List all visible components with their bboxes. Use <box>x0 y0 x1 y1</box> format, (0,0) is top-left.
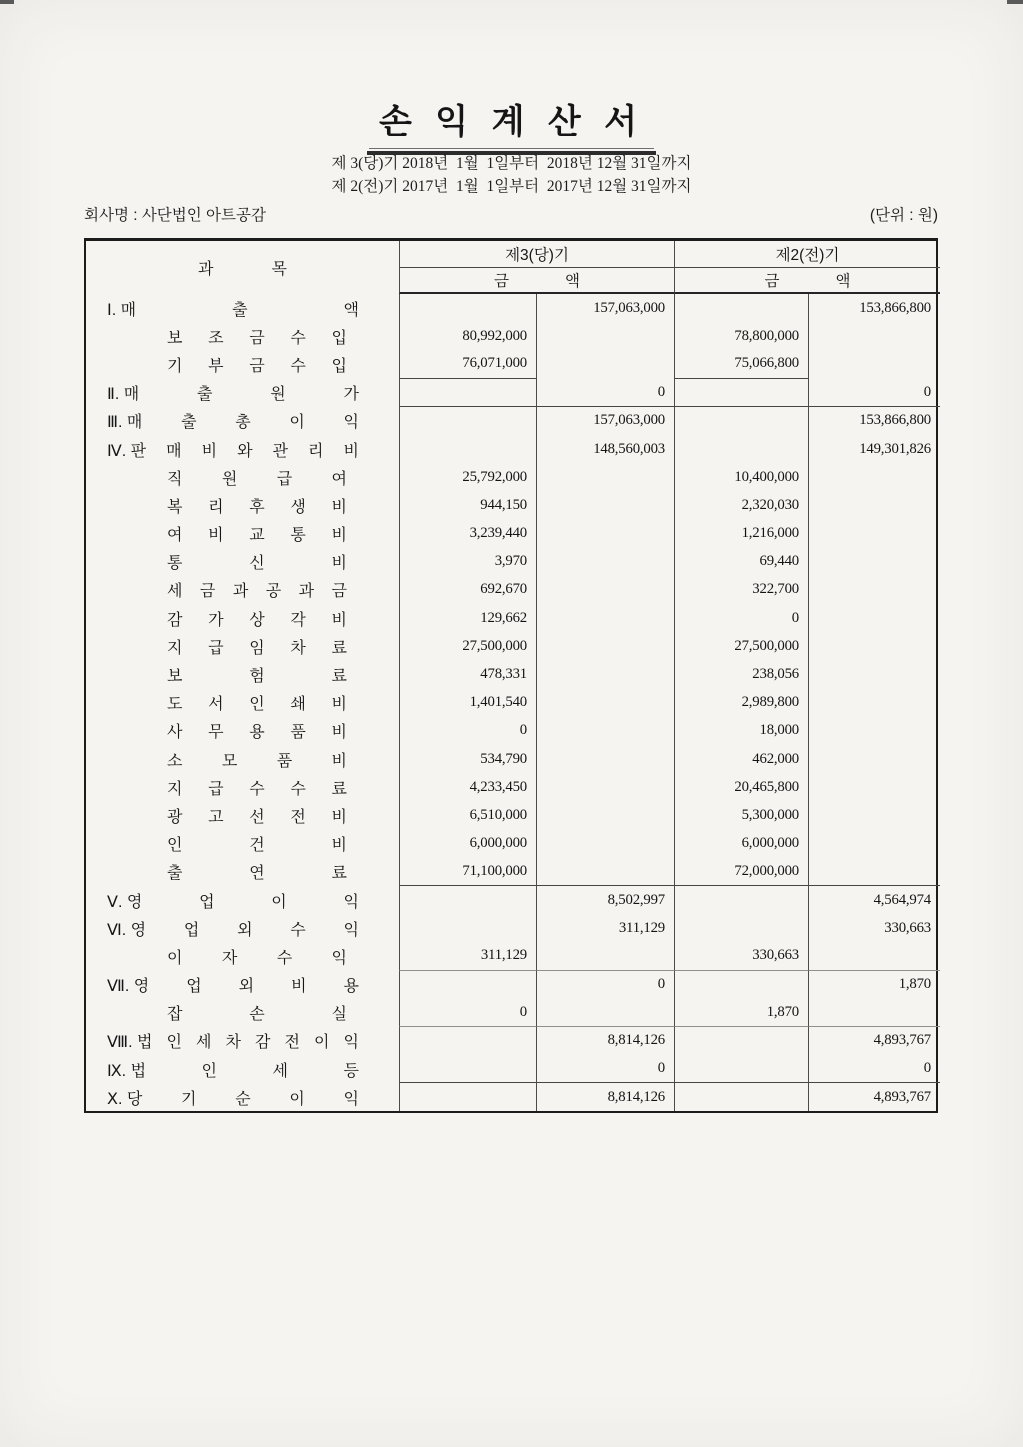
amount-p2-detail: 10,400,000 <box>674 463 808 491</box>
amount-p3-total <box>536 322 674 350</box>
period-line-previous: 제 2(전)기 2017년 1월 1일부터 2017년 12월 31일까지 <box>331 178 692 195</box>
account-label: Ⅵ. 영 업 외 수 익 <box>107 921 359 939</box>
amount-p2-detail: 0 <box>674 604 808 632</box>
amount-p2-detail: 322,700 <box>674 576 808 604</box>
account-label: 출 연 료 <box>167 865 347 883</box>
account-label: 세 금 과 공 과 금 <box>167 583 347 601</box>
amount-p2-total: 149,301,826 <box>808 435 940 463</box>
amount-p3-detail: 27,500,000 <box>399 632 536 660</box>
amount-p2-total: 153,866,800 <box>808 407 940 435</box>
period-line-current: 제 3(당)기 2018년 1월 1일부터 2018년 12월 31일까지 <box>331 155 692 172</box>
amount-p3-detail <box>399 1083 536 1111</box>
account-label: Ⅰ. 매 출 액 <box>107 301 359 319</box>
amount-p2-total <box>808 548 940 576</box>
amount-p3-detail: 25,792,000 <box>399 463 536 491</box>
account-label: 잡 손 실 <box>167 1006 347 1024</box>
account-label: 인 건 비 <box>167 837 347 855</box>
amount-p2-total <box>808 858 940 886</box>
account-label: Ⅶ. 영 업 외 비 용 <box>107 978 359 996</box>
amount-p2-total <box>808 942 940 970</box>
amount-p2-total <box>808 830 940 858</box>
amount-p2-total <box>808 660 940 688</box>
amount-p3-detail: 129,662 <box>399 604 536 632</box>
amount-p2-total: 0 <box>808 379 940 407</box>
amount-p3-detail: 311,129 <box>399 942 536 970</box>
amount-p2-detail: 27,500,000 <box>674 632 808 660</box>
amount-p3-detail: 6,510,000 <box>399 801 536 829</box>
amount-p2-detail: 238,056 <box>674 660 808 688</box>
amount-p3-total: 157,063,000 <box>536 407 674 435</box>
account-label: 사 무 용 품 비 <box>167 724 347 742</box>
amount-p3-detail: 71,100,000 <box>399 858 536 886</box>
amount-p2-detail: 330,663 <box>674 942 808 970</box>
amount-p2-detail: 2,989,800 <box>674 689 808 717</box>
period-1-header: 제3(당)기 <box>399 241 674 268</box>
amount-p2-total: 330,663 <box>808 914 940 942</box>
amount-p2-detail: 2,320,030 <box>674 491 808 519</box>
amount-header-period-2: 금 액 <box>674 268 940 294</box>
account-label: Ⅱ. 매 출 원 가 <box>107 386 359 404</box>
amount-p2-total: 0 <box>808 1055 940 1083</box>
account-label: 감 가 상 각 비 <box>167 611 347 629</box>
amount-p2-detail <box>674 435 808 463</box>
amount-p3-total <box>536 520 674 548</box>
amount-p2-detail: 75,066,800 <box>674 350 808 378</box>
amount-p2-total: 4,893,767 <box>808 1027 940 1055</box>
amount-p2-detail <box>674 1083 808 1111</box>
amount-p2-detail <box>674 971 808 999</box>
amount-p3-detail <box>399 1027 536 1055</box>
amount-p2-detail: 72,000,000 <box>674 858 808 886</box>
amount-p3-total <box>536 942 674 970</box>
account-label: 통 신 비 <box>167 555 347 573</box>
amount-p3-total: 311,129 <box>536 914 674 942</box>
account-label: Ⅷ. 법 인 세 차 감 전 이 익 <box>107 1034 359 1052</box>
amount-p3-total <box>536 463 674 491</box>
amount-p3-total <box>536 491 674 519</box>
amount-p2-detail: 5,300,000 <box>674 801 808 829</box>
amount-p3-detail: 80,992,000 <box>399 322 536 350</box>
period-2-header: 제2(전)기 <box>674 241 940 268</box>
amount-p2-detail: 69,440 <box>674 548 808 576</box>
amount-p3-total <box>536 999 674 1027</box>
amount-p3-detail: 692,670 <box>399 576 536 604</box>
amount-p3-detail: 0 <box>399 717 536 745</box>
account-label: Ⅲ. 매 출 총 이 익 <box>107 414 359 432</box>
amount-p2-detail <box>674 886 808 914</box>
account-label: Ⅴ. 영 업 이 익 <box>107 893 359 911</box>
account-label: Ⅸ. 법 인 세 등 <box>107 1062 359 1080</box>
amount-p3-total <box>536 576 674 604</box>
amount-p3-detail <box>399 294 536 322</box>
amount-p2-detail: 20,465,800 <box>674 773 808 801</box>
amount-p2-total <box>808 745 940 773</box>
amount-p3-detail <box>399 971 536 999</box>
account-label: 지 급 임 차 료 <box>167 639 347 657</box>
statement-table <box>84 238 938 1113</box>
amount-p2-total: 1,870 <box>808 971 940 999</box>
amount-p2-total <box>808 717 940 745</box>
amount-p3-detail <box>399 435 536 463</box>
amount-p3-detail: 76,071,000 <box>399 350 536 378</box>
scan-artifact-top-left <box>0 0 14 4</box>
account-label: 이 자 수 익 <box>167 949 347 967</box>
account-label: 보 조 금 수 입 <box>167 329 347 347</box>
amount-p3-total: 0 <box>536 379 674 407</box>
company-name: 회사명 : 사단법인 아트공감 <box>84 207 266 224</box>
amount-p2-detail <box>674 1027 808 1055</box>
subject-header: 과 목 <box>198 261 287 278</box>
amount-p3-total: 157,063,000 <box>536 294 674 322</box>
amount-p2-total <box>808 999 940 1027</box>
amount-p3-detail: 534,790 <box>399 745 536 773</box>
amount-p2-detail: 1,216,000 <box>674 520 808 548</box>
reporting-periods <box>0 152 1023 198</box>
amount-p3-total: 0 <box>536 971 674 999</box>
amount-p2-detail <box>674 914 808 942</box>
amount-p3-total <box>536 689 674 717</box>
account-label: 복 리 후 생 비 <box>167 498 347 516</box>
amount-p3-total: 8,502,997 <box>536 886 674 914</box>
account-label: 보 험 료 <box>167 668 347 686</box>
unit-label: (단위 : 원) <box>869 207 938 224</box>
amount-p2-total <box>808 689 940 717</box>
amount-p2-detail: 1,870 <box>674 999 808 1027</box>
amount-p2-detail <box>674 407 808 435</box>
amount-p3-total: 0 <box>536 1055 674 1083</box>
amount-p2-detail <box>674 379 808 407</box>
account-label: 지 급 수 수 료 <box>167 780 347 798</box>
amount-p2-total <box>808 801 940 829</box>
amount-p2-total <box>808 491 940 519</box>
amount-p2-total: 4,893,767 <box>808 1083 940 1111</box>
amount-p3-total <box>536 773 674 801</box>
amount-p2-detail <box>674 1055 808 1083</box>
amount-p2-total <box>808 773 940 801</box>
amount-header-period-1: 금 액 <box>399 268 674 294</box>
amount-p2-total <box>808 576 940 604</box>
account-label: 소 모 품 비 <box>167 752 347 770</box>
account-label: 기 부 금 수 입 <box>167 357 347 375</box>
amount-p3-detail: 4,233,450 <box>399 773 536 801</box>
account-label: 여 비 교 통 비 <box>167 527 347 545</box>
amount-p3-total <box>536 830 674 858</box>
amount-p3-total <box>536 604 674 632</box>
page-title: 손 익 계 산 서 <box>369 94 654 149</box>
amount-p2-total <box>808 520 940 548</box>
amount-p3-detail: 478,331 <box>399 660 536 688</box>
amount-p3-total <box>536 632 674 660</box>
amount-p3-total <box>536 660 674 688</box>
amount-p3-detail: 0 <box>399 999 536 1027</box>
scan-artifact-top-right <box>1007 0 1023 4</box>
amount-p3-total <box>536 717 674 745</box>
amount-p2-total <box>808 463 940 491</box>
amount-p3-total: 8,814,126 <box>536 1083 674 1111</box>
amount-p3-total <box>536 858 674 886</box>
amount-p3-total <box>536 745 674 773</box>
amount-p3-total: 8,814,126 <box>536 1027 674 1055</box>
amount-p2-total: 153,866,800 <box>808 294 940 322</box>
amount-p3-detail: 3,970 <box>399 548 536 576</box>
account-label: Ⅳ. 판 매 비 와 관 리 비 <box>107 442 359 460</box>
amount-p3-total <box>536 801 674 829</box>
amount-p2-total <box>808 350 940 378</box>
account-label: 광 고 선 전 비 <box>167 808 347 826</box>
amount-p2-total <box>808 604 940 632</box>
amount-p2-detail <box>674 294 808 322</box>
amount-p3-detail <box>399 407 536 435</box>
account-label: 도 서 인 쇄 비 <box>167 696 347 714</box>
amount-p2-detail: 462,000 <box>674 745 808 773</box>
amount-p3-detail: 6,000,000 <box>399 830 536 858</box>
account-label: 직 원 급 여 <box>167 470 347 488</box>
amount-p2-total <box>808 322 940 350</box>
amount-p2-detail: 6,000,000 <box>674 830 808 858</box>
amount-p3-total: 148,560,003 <box>536 435 674 463</box>
amount-p3-detail: 3,239,440 <box>399 520 536 548</box>
account-label: Ⅹ. 당 기 순 이 익 <box>107 1090 359 1108</box>
amount-p3-detail <box>399 1055 536 1083</box>
amount-p3-total <box>536 548 674 576</box>
amount-p3-detail: 944,150 <box>399 491 536 519</box>
amount-p2-total: 4,564,974 <box>808 886 940 914</box>
amount-p3-detail <box>399 914 536 942</box>
amount-p3-detail <box>399 886 536 914</box>
amount-p3-total <box>536 350 674 378</box>
amount-p3-detail <box>399 379 536 407</box>
amount-p2-detail: 18,000 <box>674 717 808 745</box>
amount-p3-detail: 1,401,540 <box>399 689 536 717</box>
amount-p2-total <box>808 632 940 660</box>
amount-p2-detail: 78,800,000 <box>674 322 808 350</box>
